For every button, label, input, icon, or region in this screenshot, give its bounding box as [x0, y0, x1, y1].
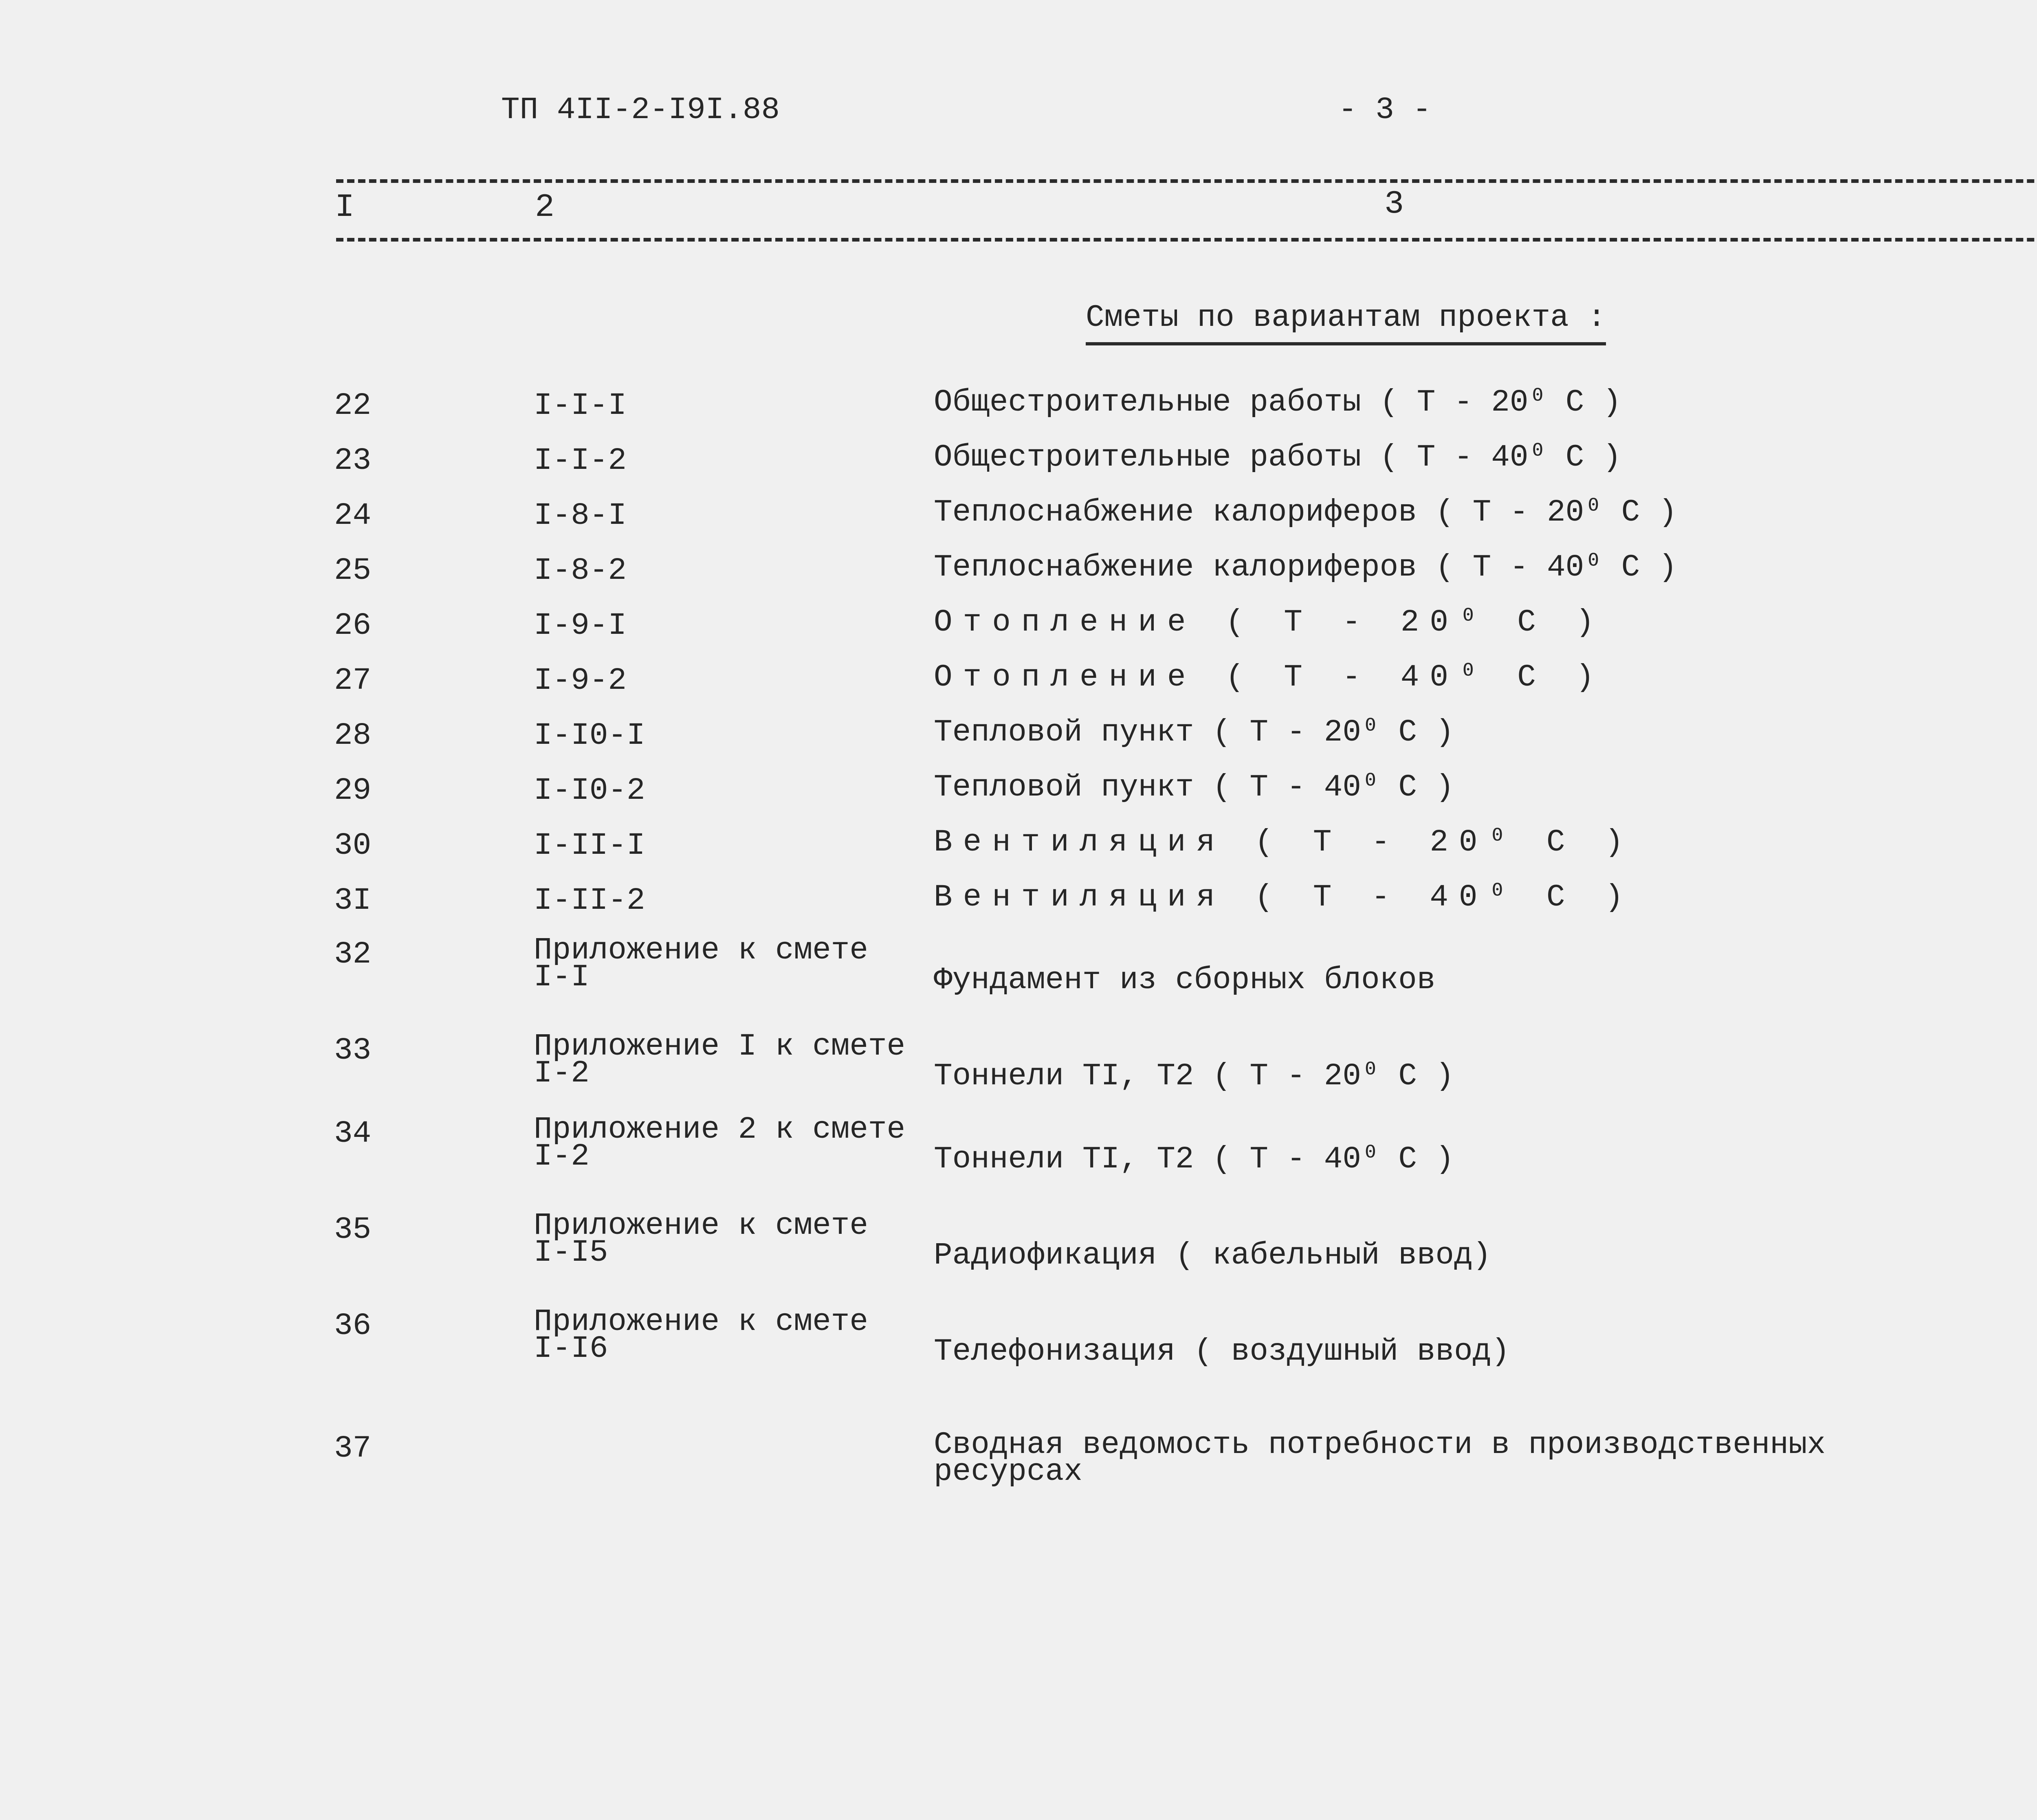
row-code: I-9-2 [534, 663, 627, 698]
row-number: 30 [334, 828, 372, 863]
row-code: I-I-I [534, 388, 627, 423]
row-title: Отопление ( Т - 20⁰ С ) [934, 605, 1605, 640]
row-code-line-1: Приложение к смете [534, 1208, 868, 1243]
row-title: Теплоснабжение калориферов ( Т - 40⁰ С ) [934, 550, 1677, 585]
row-number: 28 [334, 718, 372, 753]
row-code: I-8-I [534, 498, 627, 533]
row-title: Тепловой пункт ( Т - 20⁰ С ) [934, 715, 1454, 750]
row-code: I-I0-2 [534, 773, 645, 808]
row-code [534, 933, 868, 995]
row-code [534, 1029, 906, 1091]
row-number: 32 [334, 937, 372, 972]
row-number: 36 [334, 1308, 372, 1343]
row-code: I-II-2 [534, 883, 645, 918]
row-title: Тоннели ТI, Т2 ( Т - 40⁰ С ) [934, 1142, 1454, 1177]
row-number: 3I [334, 883, 372, 918]
row-code-line-2: I-I5 [534, 1235, 608, 1270]
row-title: Общестроительные работы ( Т - 20⁰ С ) [934, 385, 1621, 420]
row-title: Теплоснабжение калориферов ( Т - 20⁰ С ) [934, 495, 1677, 530]
row-title-line-2: ресурсах [934, 1454, 1082, 1489]
row-code-line-2: I-I [534, 960, 590, 995]
row-code-line-1: Приложение к смете [534, 1304, 868, 1339]
row-title: Тепловой пункт ( Т - 40⁰ С ) [934, 770, 1454, 805]
column-header-2: 2 [535, 189, 555, 226]
row-number: 34 [334, 1116, 372, 1151]
row-title: Отопление ( Т - 40⁰ С ) [934, 660, 1605, 695]
document-code: ТП 4II-2-I9I.88 [501, 92, 780, 127]
page-number: - 3 - [1338, 92, 1432, 127]
row-code: I-8-2 [534, 553, 627, 588]
row-number: 37 [334, 1431, 372, 1466]
row-code: I-II-I [534, 828, 645, 863]
row-number: 26 [334, 608, 372, 643]
row-code-line-2: I-I6 [534, 1331, 608, 1366]
row-title: Тоннели ТI, Т2 ( Т - 20⁰ С ) [934, 1059, 1454, 1094]
row-number: 33 [334, 1033, 372, 1068]
row-code-line-2: I-2 [534, 1056, 590, 1091]
divider-bottom [336, 238, 2037, 242]
section-title: Сметы по вариантам проекта : [1086, 302, 1606, 345]
row-code-line-1: Приложение I к смете [534, 1029, 906, 1064]
row-title: Общестроительные работы ( Т - 40⁰ С ) [934, 440, 1621, 475]
row-number: 27 [334, 663, 372, 698]
column-header-3: 3 [1384, 186, 1404, 223]
divider-top [336, 179, 2037, 183]
row-title: Вентиляция ( Т - 20⁰ С ) [934, 825, 1634, 860]
row-number: 24 [334, 498, 372, 533]
row-number: 35 [334, 1212, 372, 1247]
row-code-line-1: Приложение 2 к смете [534, 1112, 906, 1147]
row-title: Телефонизация ( воздушный ввод) [934, 1334, 1510, 1369]
row-code: I-I0-I [534, 718, 645, 753]
column-header-1: I [335, 189, 355, 226]
row-code-line-2: I-2 [534, 1139, 590, 1174]
row-code: I-I-2 [534, 443, 627, 478]
row-title: Вентиляция ( Т - 40⁰ С ) [934, 880, 1634, 915]
row-code [534, 1112, 906, 1174]
row-number: 29 [334, 773, 372, 808]
row-number: 25 [334, 553, 372, 588]
row-code-line-1: Приложение к смете [534, 933, 868, 968]
row-code: I-9-I [534, 608, 627, 643]
row-code [534, 1304, 868, 1366]
row-title [934, 1427, 1826, 1489]
row-number: 22 [334, 388, 372, 423]
row-title-line-1: Сводная ведомость потребности в производственных [934, 1427, 1826, 1462]
row-title: Фундамент из сборных блоков [934, 963, 1436, 998]
row-number: 23 [334, 443, 372, 478]
row-code [534, 1208, 868, 1270]
row-title: Радиофикация ( кабельный ввод) [934, 1238, 1491, 1273]
